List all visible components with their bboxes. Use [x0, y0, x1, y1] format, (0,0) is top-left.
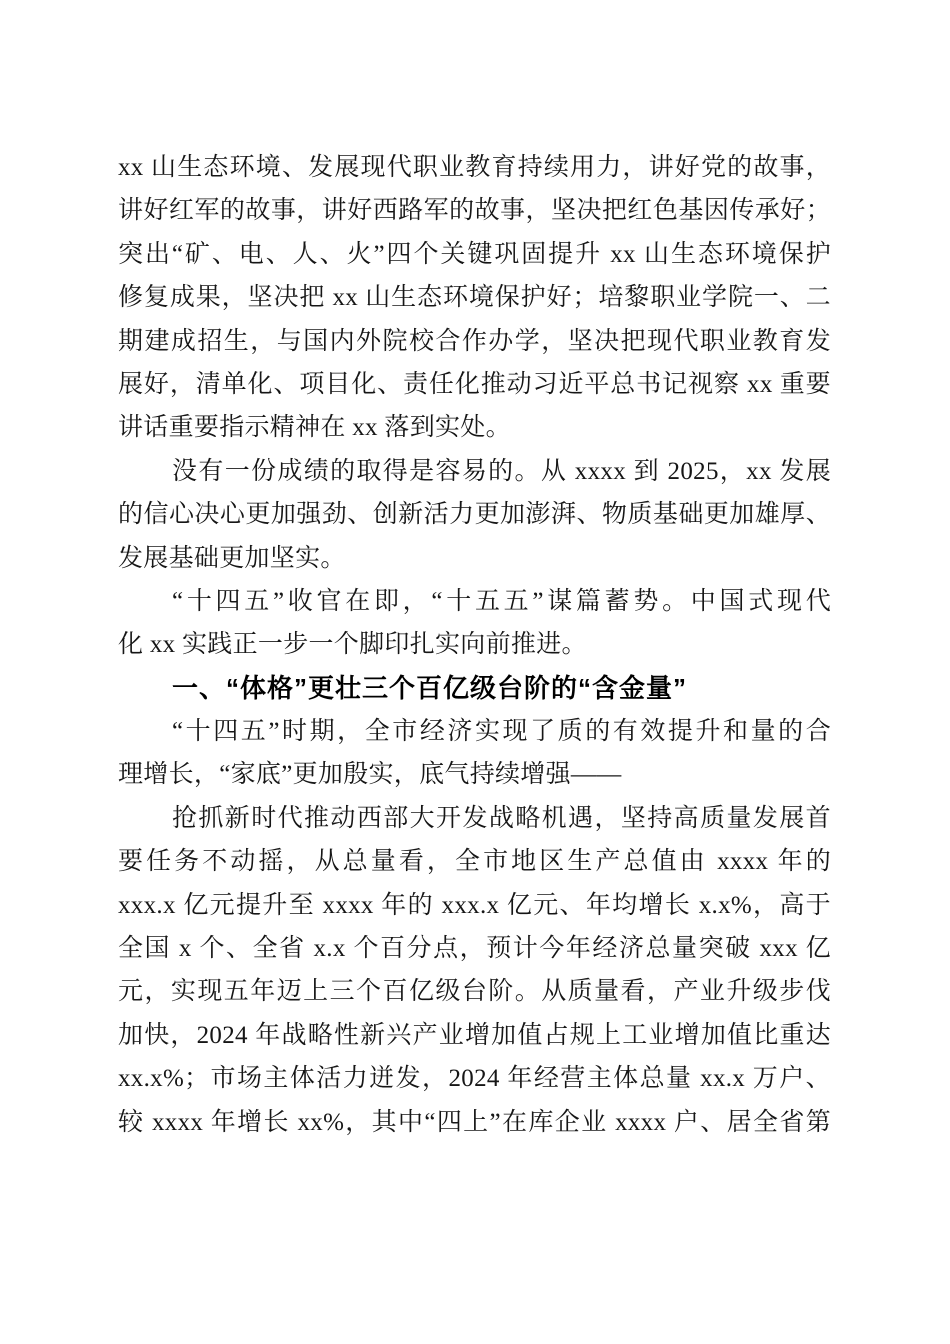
text-line: 全国 x 个、全省 x.x 个百分点，预计今年经济总量突破 xxx 亿 [118, 935, 831, 963]
text-line: 要任务不动摇，从总量看，全市地区生产总值由 xxxx 年的 [118, 848, 831, 876]
text-line: “十四五”时期，全市经济实现了质的有效提升和量的合 [172, 718, 831, 746]
text-line: 讲话重要指示精神在 xx 落到实处。 [118, 414, 511, 442]
text-line: 的信心决心更加强劲、创新活力更加澎湃、物质基础更加雄厚、 [118, 501, 831, 529]
text-line: 突出“矿、电、人、火”四个关键巩固提升 xx 山生态环境保护 [118, 240, 831, 268]
text-line: 修复成果，坚决把 xx 山生态环境保护好；培黎职业学院一、二 [118, 284, 831, 312]
text-line: xx 山生态环境、发展现代职业教育持续用力，讲好党的故事， [118, 154, 831, 181]
text-line: 没有一份成绩的取得是容易的。从 xxxx 到 2025，xx 发展 [172, 457, 831, 485]
text-line: 较 xxxx 年增长 xx%，其中“四上”在库企业 xxxx 户、居全省第 [118, 1108, 831, 1136]
text-line: xx.x%；市场主体活力迸发，2024 年经营主体总量 xx.x 万户、 [118, 1065, 831, 1093]
text-line: 发展基础更加坚实。 [118, 544, 346, 572]
text-line: 期建成招生，与国内外院校合作办学，坚决把现代职业教育发 [118, 327, 831, 355]
document-text [118, 146, 831, 1144]
text-line: 加快，2024 年战略性新兴产业增加值占规上工业增加值比重达 [118, 1021, 831, 1049]
text-line: 化 xx 实践正一步一个脚印扎实向前推进。 [118, 631, 587, 659]
text-line: 抢抓新时代推动西部大开发战略机遇，坚持高质量发展首 [172, 804, 831, 832]
text-line: 讲好红军的故事，讲好西路军的故事，坚决把红色基因传承好； [118, 197, 831, 225]
text-line: 理增长，“家底”更加殷实，底气持续增强—— [118, 761, 622, 789]
section-heading: 一、“体格”更壮三个百亿级台阶的“含金量” [172, 672, 688, 703]
text-line: xxx.x 亿元提升至 xxxx 年的 xxx.x 亿元、年均增长 x.x%，高于 [118, 891, 831, 919]
text-line: “十四五”收官在即，“十五五”谋篇蓄势。中国式现代 [172, 587, 831, 615]
text-line: 展好，清单化、项目化、责任化推动习近平总书记视察 xx 重要 [118, 370, 831, 398]
text-line: 元，实现五年迈上三个百亿级台阶。从质量看，产业升级步伐 [118, 978, 831, 1006]
